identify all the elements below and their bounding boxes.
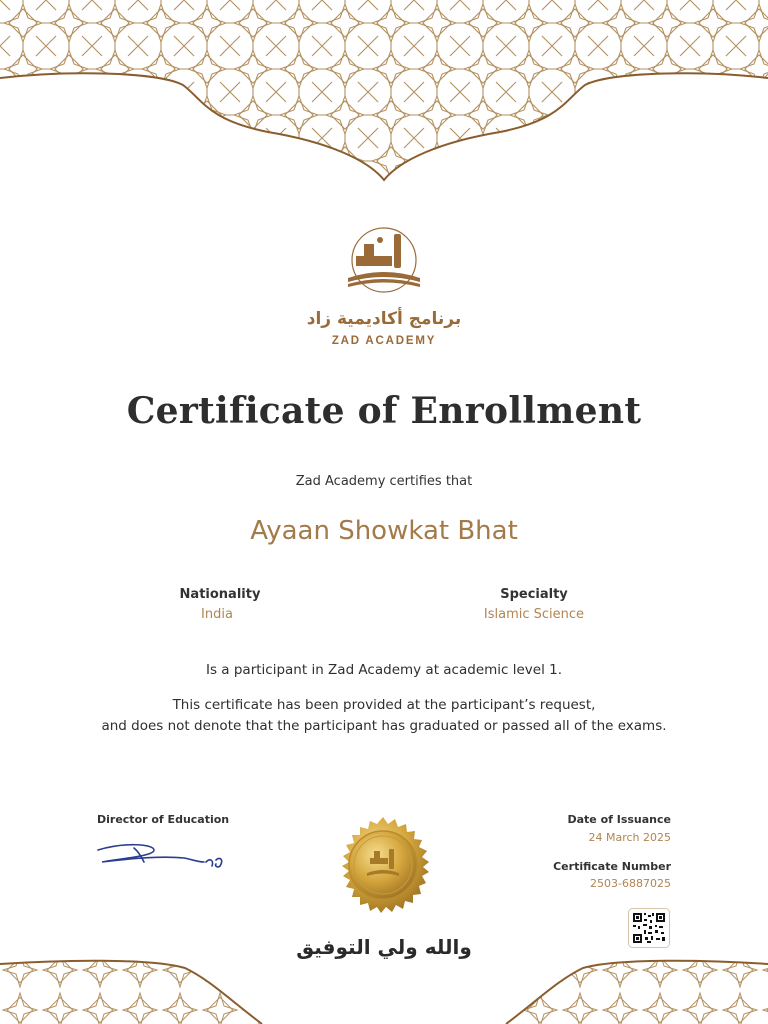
- gold-seal-icon: [333, 815, 433, 915]
- certificate-number-value: 2503-6887025: [590, 877, 671, 890]
- director-signature: [94, 836, 234, 876]
- certifies-intro: Zad Academy certifies that: [295, 474, 473, 489]
- specialty-label: Specialty: [500, 587, 568, 602]
- disclaimer-line-1: This certificate has been provided at the participant’s request,: [172, 697, 596, 713]
- academy-english-name: ZAD ACADEMY: [331, 335, 437, 347]
- specialty-value: Islamic Science: [483, 607, 585, 622]
- certificate-title: Certificate of Enrollment: [126, 390, 642, 432]
- participant-name: Ayaan Showkat Bhat: [250, 516, 518, 546]
- calligraphy-text: والله ولي التوفيق: [296, 935, 472, 959]
- disclaimer-line-2: and does not denote that the participant has graduated or passed all of the exams.: [101, 718, 667, 734]
- certificate-number-label: Certificate Number: [553, 860, 671, 873]
- nationality-value: India: [201, 607, 233, 622]
- academy-arabic-name: برنامج أكاديمية زاد: [306, 309, 462, 329]
- zad-book-logo-icon: [334, 226, 434, 302]
- qr-code-icon[interactable]: [628, 908, 670, 948]
- level-statement: Is a participant in Zad Academy at academic level 1.: [205, 662, 563, 678]
- date-of-issuance-value: 24 March 2025: [588, 831, 671, 844]
- nationality-label: Nationality: [179, 587, 261, 602]
- director-label: Director of Education: [97, 813, 230, 826]
- top-ornamental-border: [0, 0, 768, 185]
- date-of-issuance-label: Date of Issuance: [567, 813, 671, 826]
- bottom-ornamental-border: [0, 950, 768, 1024]
